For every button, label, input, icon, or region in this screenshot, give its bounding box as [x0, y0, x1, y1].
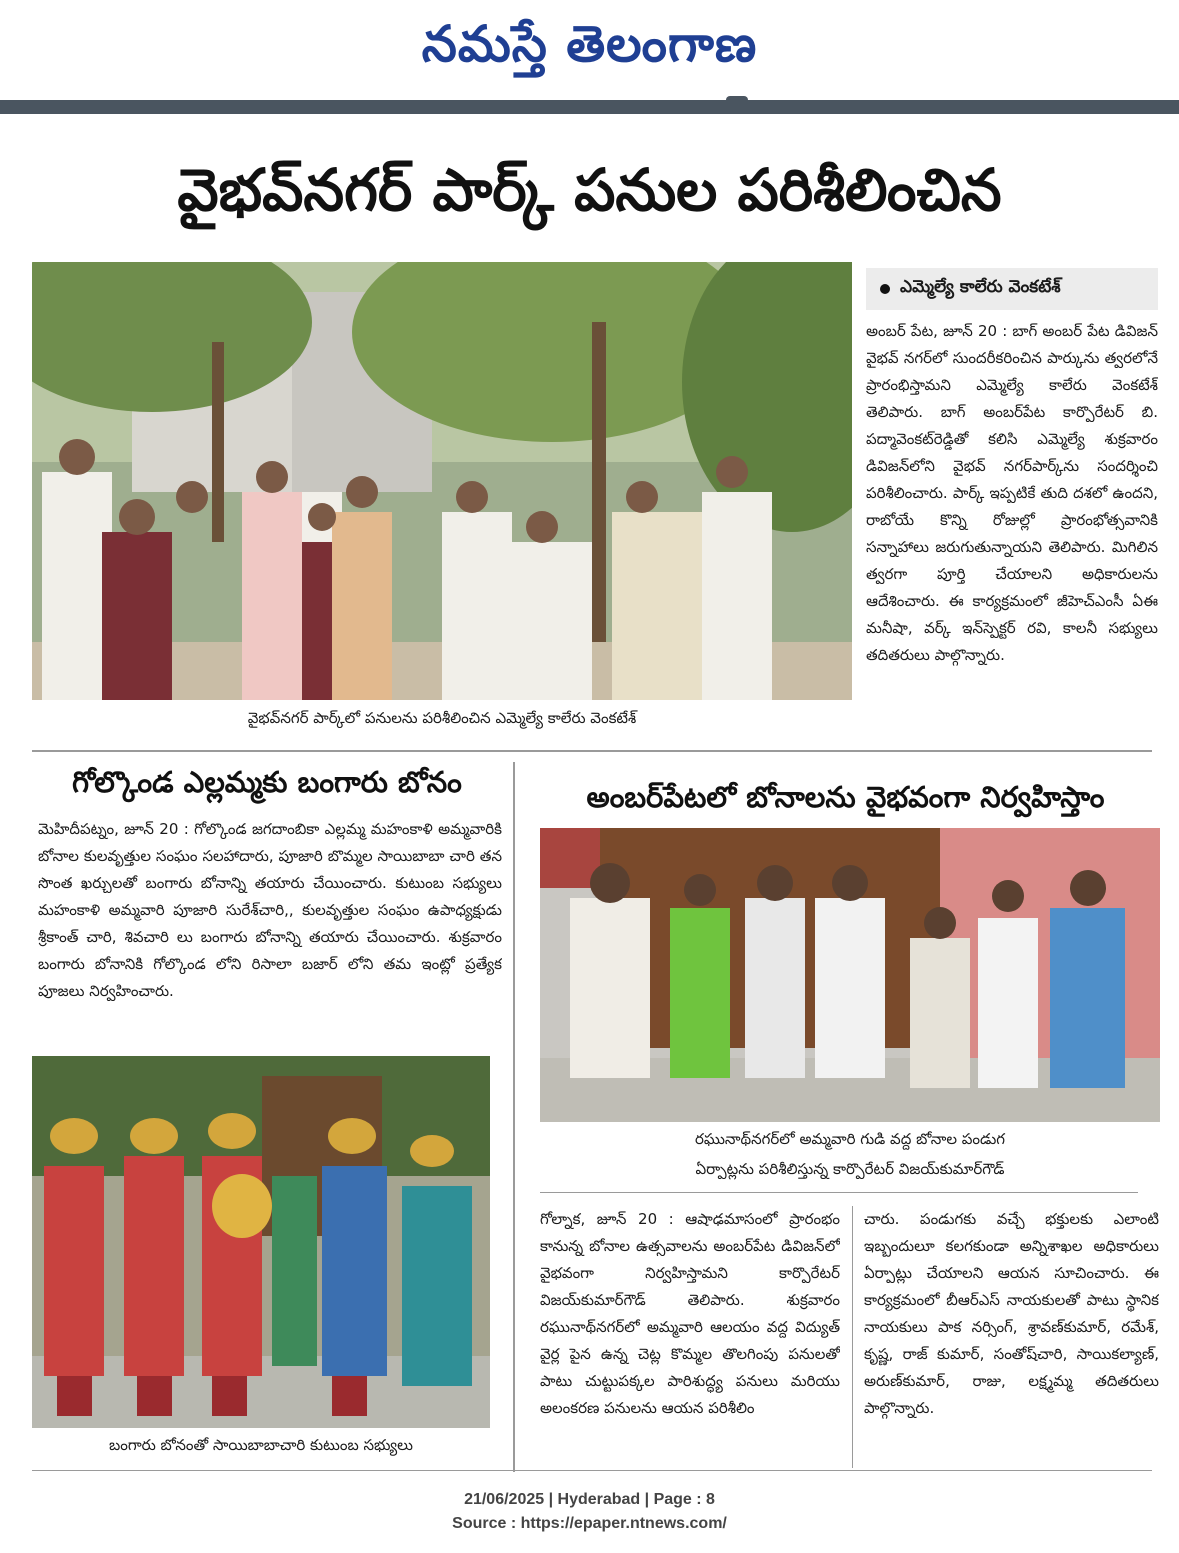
lead-body: అంబర్ పేట, జూన్ 20 : బాగ్ అంబర్ పేట డివిజన్ వైభవ్ నగర్‌లో సుందరీకరించిన పార్కును త్వరలోనే ప్రారంభిస్తామని ఎమ్మెల్యే కాలేరు వెంకటేశ్ తెలిపారు. బాగ్ అంబర్‌పేట కార్పొరేటర్ బి. పద్మావెంకట్‌రెడ్డితో కలిసి ఎమ్మెల్యే శుక్రవారం డివిజన్‌లోని వైభవ్ నగర్‌పార్క్‌ను సందర్శించి పరిశీలించారు. పార్క్ ఇప్పటికే తుది దశలో ఉందని, రాబోయే కొన్ని రోజుల్లో ప్రారంభోత్సవానికి సన్నాహాలు జరుగుతున్నాయని తెలిపారు. మిగిలిన త్వరగా పూర్తి చేయాలని అధికారులను ఆదేశించారు. ఈ కార్యక్రమంలో జీహెచ్ఎంసీ ఏఈ మనీషా, వర్క్ ఇన్‌స్పెక్టర్ రవి, కాలనీ సభ్యులు తదితరులు పాల్గొన్నారు. — [866, 322, 1158, 664]
golconda-photo-caption: బంగారు బోనంతో సాయిబాబాచారి కుటుంబ సభ్యులు — [109, 1436, 413, 1454]
amberpet-rule — [540, 1192, 1138, 1193]
amberpet-column-divider — [852, 1206, 853, 1468]
golconda-body: మెహిదీపట్నం, జూన్ 20 : గోల్కొండ జగదాంబికా ఎల్లమ్మ మహంకాళి అమ్మవారికి బోనాల కులవృత్తుల సంఘం సలహాదారు, పూజారి బొమ్మల సాయిబాబా చారి తన సొంత ఖర్చులతో బంగారు బోనాన్ని తయారు చేయించారు. కుటుంబ సభ్యులు మహంకాళి అమ్మవారి పూజారి సురేశ్‌చారి,, కులవృత్తుల సంఘం ఉపాధ్యక్షుడు శ్రీకాంత్ చారి, శివచారి లు బంగారు బోనాన్ని తయారు చేయించారు. శుక్రవారం బంగారు బోనానికి గోల్కొండ లోని రిసాలా బజార్ లోని తమ ఇంట్లో ప్రత్యేక పూజలు నిర్వహించారు. — [38, 820, 502, 1000]
amberpet-body-col2: చారు. పండుగకు వచ్చే భక్తులకు ఎలాంటి ఇబ్బందులూ కలగకుండా అన్నిశాఖల అధికారులు ఏర్పాట్లు చేయాలని ఆయన సూచించారు. ఈ కార్యక్రమంలో బీఆర్ఎస్ నాయకులతో పాటు స్థానిక నాయకులు పాక నర్సింగ్, శ్రావణ్‌కుమార్, రమేశ్, కృష్ణ, రాజ్ కుమార్, సంతోష్‌చారి, సాయికల్యాణ్, అరుణ్‌కుమార్, రాజు, లక్ష్మమ్మ తదితరులు పాల్గొన్నారు. — [864, 1210, 1159, 1417]
bullet-icon — [880, 284, 890, 294]
amberpet-headline: అంబర్‌పేటలో బోనాలను వైభవంగా నిర్వహిస్తాం — [586, 780, 1105, 814]
lead-photo — [32, 262, 852, 700]
lead-photo-caption: వైభవ్‌నగర్ పార్క్‌లో పనులను పరిశీలించిన ఎమ్మెల్యే కాలేరు వెంకటేశ్ — [247, 709, 637, 727]
footer-source-link[interactable]: Source : https://epaper.ntnews.com/ — [452, 1515, 727, 1532]
footer-date-line: 21/06/2025 | Hyderabad | Page : 8 — [464, 1491, 715, 1508]
footer-rule — [32, 1470, 1152, 1471]
lead-headline: వైభవ్‌నగర్ పార్క్ పనుల పరిశీలించిన — [177, 156, 1002, 224]
lead-subhead — [866, 268, 1158, 310]
lead-subhead-text: ఎమ్మెల్యే కాలేరు వెంకటేశ్ — [900, 277, 1061, 297]
amberpet-caption-line1: రఘునాథ్‌నగర్‌లో అమ్మవారి గుడి వద్ద బోనాల పండుగ — [694, 1130, 1006, 1148]
section-divider — [32, 750, 1152, 752]
amberpet-caption-line2: ఏర్పాట్లను పరిశీలిస్తున్న కార్పొరేటర్ విజయ్‌కుమార్‌గౌడ్ — [695, 1160, 1005, 1178]
golconda-headline: గోల్కొండ ఎల్లమ్మకు బంగారు బోనం — [72, 765, 462, 799]
golconda-photo — [32, 1056, 490, 1428]
amberpet-photo — [540, 828, 1160, 1122]
masthead — [0, 0, 1179, 100]
newspaper-title: నమస్తే తెలంగాణ — [421, 14, 758, 73]
amberpet-body-col1: గోల్నాక, జూన్ 20 : ఆషాఢమాసంలో ప్రారంభం కానున్న బోనాల ఉత్సవాలను అంబర్‌పేట డివిజన్‌లో వైభవంగా నిర్వహిస్తామని కార్పొరేటర్ విజయ్‌కుమార్‌గౌడ్ తెలిపారు. శుక్రవారం రఘునాథ్‌నగర్‌లో అమ్మవారి ఆలయం వద్ద విద్యుత్ వైర్ల పైన ఉన్న చెట్ల కొమ్మల తొలగింపు పనులతో పాటు చుట్టుపక్కల పారిశుద్ధ్య పనులు మరియు అలంకరణ పనులను ఆయన పరిశీలిం — [540, 1210, 840, 1417]
footer — [0, 1488, 1179, 1536]
column-divider — [513, 762, 515, 1472]
masthead-rule — [0, 100, 1179, 114]
